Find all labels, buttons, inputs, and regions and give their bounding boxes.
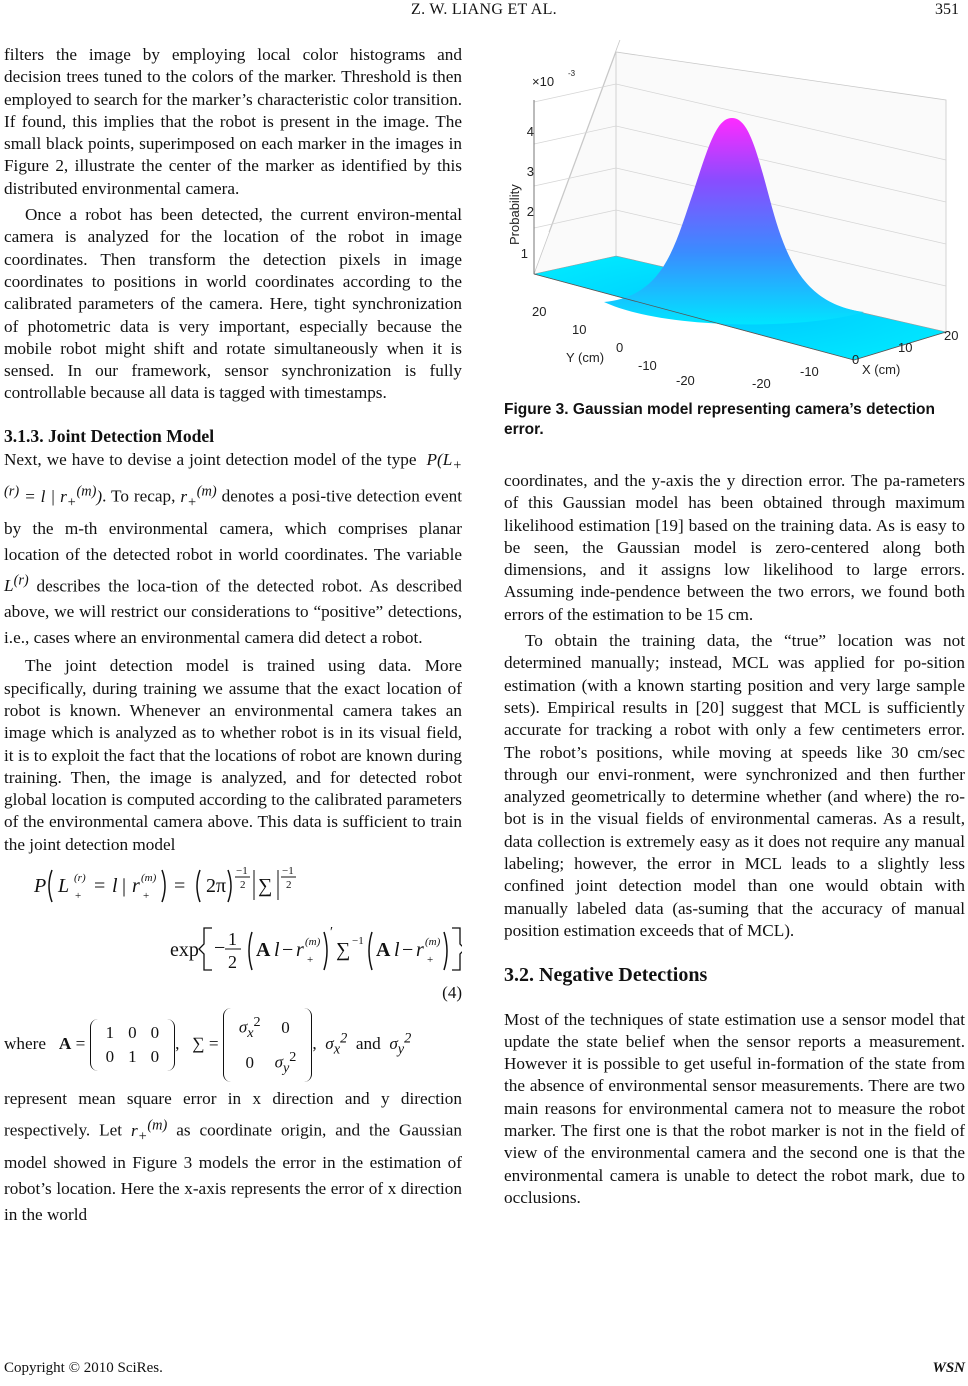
z-tick: 2 <box>526 204 534 219</box>
figure-3 <box>504 40 965 390</box>
scale-exponent: -3 <box>568 69 576 78</box>
section-heading: 3.1.3. Joint Detection Model <box>4 425 215 446</box>
text-run: . To recap, <box>102 487 176 507</box>
z-tick: 1 <box>520 246 528 261</box>
equation-4 <box>4 856 462 982</box>
x-tick: 10 <box>898 340 913 355</box>
figure-caption: Figure 3. Gaussian model representing camera’s detection error. <box>504 401 935 438</box>
z-tick: 3 <box>526 164 534 179</box>
svg-text:(r): (r) <box>74 872 86 885</box>
y-tick: -10 <box>638 358 657 373</box>
text-run: denotes a posi-tive detection event by the m-th environmental camera, which comprises planar location of the detected robot in world coordinates. The variable <box>4 487 462 564</box>
inline-formula: $P(L_+^{(r)} = l$ | $r_+^{(m)}$) <box>4 450 463 511</box>
paragraph <box>4 1086 462 1227</box>
svg-text:−1: −1 <box>352 935 364 948</box>
text-run: represent mean square error in x direction and y direction respectively. Let <box>4 1089 462 1141</box>
text-run: describes the loca-tion of the detected robot. As described above, we will restrict our considerations to “positive” detections, i.e., cases where an environmental camera did detect a robot. <box>4 576 463 648</box>
section-heading: 3.2. Negative Detections <box>504 964 708 987</box>
svg-text:A: A <box>256 939 271 962</box>
svg-text:A: A <box>376 939 391 962</box>
svg-text:L: L <box>58 875 70 898</box>
paragraph: The joint detection model is trained using data. More specifically, during training we assume that the exact location of robot is known. Whenever an environmental camera takes an image which is analyzed as to whether robot is in its visual field, it is to exploit the fact that the locations of robot are known during training. Then, the image is analyzed, and for detected robot global location is computed according to the calibrated parameters of the environmental camera above. This data is sufficient to train the joint detection model <box>4 656 462 854</box>
svg-text:r: r <box>296 939 304 962</box>
svg-text:+: + <box>307 954 314 967</box>
y-tick: 20 <box>532 304 547 319</box>
svg-text:2: 2 <box>228 952 237 973</box>
paragraph <box>4 447 462 651</box>
x-tick: 20 <box>944 328 959 343</box>
svg-text:(m): (m) <box>141 872 157 885</box>
and-label: and <box>355 1034 381 1054</box>
y-tick: 0 <box>616 340 624 355</box>
x-tick: -10 <box>800 364 819 379</box>
svg-text:−1: −1 <box>282 865 294 878</box>
where-label: where <box>4 1034 46 1054</box>
x-tick: 0 <box>852 352 860 367</box>
svg-text:l: l <box>274 939 280 962</box>
svg-text:r: r <box>132 875 140 898</box>
svg-text:l: l <box>112 875 118 898</box>
x-tick: -20 <box>752 376 771 390</box>
paragraph: Most of the techniques of state estimation use a sensor model that update the state belief when the sensor reports a measurement. However it is possible to get useful in-formation of the state from the absence of environmental sensor measurements. There are two main reasons for environmental camera not to measure the robot marker. The first one is that the robot marker is not in the field of view of the environmental camera and the second one is that the environmental camera is unable to detect the robot mark, due to occlusions. <box>504 1009 965 1207</box>
x-axis-label: X (cm) <box>862 362 901 377</box>
svg-text:2: 2 <box>286 879 292 892</box>
svg-text:−1: −1 <box>236 865 248 878</box>
svg-text:r: r <box>416 939 424 962</box>
running-title: Z. W. LIANG ET AL. <box>411 1 557 18</box>
scale-label: ×10 <box>532 74 555 89</box>
running-header <box>0 0 968 26</box>
svg-text:2π: 2π <box>206 875 227 898</box>
matrix-A: 1 0 0 0 1 0 <box>90 1019 176 1071</box>
svg-text:′: ′ <box>330 925 334 941</box>
svg-text:−: − <box>214 937 226 960</box>
paragraph: Once a robot has been detected, the current environ-mental camera is analyzed for the location of the robot in image coordinates. Then transform the detection pixels in image coordinates to positions in world coordinates according to the calibrated parameters of the camera. Here, tight synchronization of photometric data is very important, especially because the mobile robot might shift and rotate simultaneously when it is sensed. In our framework, sensor synchronization is fully controllable because all data is tagged with timestamps. <box>4 205 462 403</box>
svg-text:1: 1 <box>228 929 237 950</box>
svg-text:|: | <box>122 875 127 898</box>
page-footer <box>4 1360 965 1377</box>
text-run: as coordinate origin, and the Gaussian model showed in Figure 3 models the error in the estimation of robot’s location. Here the x-axis represents the error of x direction in the world <box>4 1121 463 1224</box>
svg-text:−: − <box>282 939 294 962</box>
z-tick: 4 <box>526 124 534 139</box>
inline-formula: $r_+^{(m)}$ <box>131 1117 168 1145</box>
y-tick: -20 <box>676 373 695 388</box>
svg-text:+: + <box>427 954 434 967</box>
svg-text:=: = <box>174 875 186 898</box>
gaussian-surface-plot <box>504 40 965 390</box>
paragraph: coordinates, and the y-axis the y direction error. The pa-rameters of this Gaussian model has been obtained through maximum likelihood estimation [19] based on the training data. As is easy to be seen, the Gaussian model is zero-centered along both dimensions, and it assigns low likelihood to large errors. Assuming inde-pendence between the two errors, we found both errors of the estimation to be 15 cm. <box>504 471 965 624</box>
svg-text:2: 2 <box>240 879 246 892</box>
svg-text:l: l <box>394 939 400 962</box>
svg-text:=: = <box>94 875 106 898</box>
equation-number: (4) <box>442 983 462 1003</box>
matrix-sigma: $\sigma_x^2$ 0 0 $\sigma_y^2$ <box>223 1008 313 1082</box>
journal-name: WSN <box>932 1360 965 1376</box>
inline-formula: $r_+^{(m)}$ <box>180 483 217 511</box>
inline-formula: $L^{(r)}$ <box>4 572 29 596</box>
matrix-definitions: where A = 1 0 0 0 1 0 , ∑ = $\sigma_x^2$ 0 0 $\sigma_y^2$ , $\sigma_x^2$ and $\sigma_y^2$ <box>4 1008 462 1082</box>
copyright: Copyright © 2010 SciRes. <box>4 1360 163 1376</box>
y-axis-label: Y (cm) <box>566 350 605 365</box>
svg-text:+: + <box>75 890 82 903</box>
paragraph: To obtain the training data, the “true” location was not determined manually; instead, MCL was applied for po-sition estimation (with a known starting position and very large sample sets). Empirical results in [20] suggest that MCL is sufficiently accurate for tracking a robot with only a few centimeters error. The robot’s positions, while moving at speeds like 30 cm/sec through our envi-ronment, were synchronized and then further analyzed geometrically to determine whether (and where) the ro-bot is in the visual fields of environmental cameras. As a result, data collection is extremely easy as it does not require any manual labeling; however, the error in MCL leads to a slightly less confined joint detection model than one would obtain with manually labeled data (as-suming that the accuracy of manual position estimation exceeds that of MCL). <box>504 631 965 940</box>
svg-text:P: P <box>34 875 47 898</box>
z-axis-label: Probability <box>507 184 522 245</box>
right-column <box>504 470 965 1209</box>
svg-text:+: + <box>143 890 150 903</box>
left-column <box>4 44 462 1228</box>
svg-text:∑: ∑ <box>258 875 273 898</box>
page-number: 351 <box>935 1 959 18</box>
svg-text:(m): (m) <box>425 936 441 949</box>
paragraph: filters the image by employing local color histograms and decision trees tuned to the colors of the marker. Threshold is then employed to search for the marker’s characteristic color transition. If found, this implies that the robot is present in the image. The small black points, superimposed on each marker in the images in Figure 2, illustrate the center of the marker as identified by this distributed environmental camera. <box>4 45 462 198</box>
y-tick: 10 <box>572 322 587 337</box>
equation-graphic <box>4 856 462 982</box>
svg-text:∑: ∑ <box>336 939 351 962</box>
text-run: Next, we have to devise a joint detection model of the type <box>4 450 417 470</box>
svg-text:(m): (m) <box>305 936 321 949</box>
svg-text:−: − <box>402 939 414 962</box>
svg-text:exp: exp <box>170 939 199 962</box>
